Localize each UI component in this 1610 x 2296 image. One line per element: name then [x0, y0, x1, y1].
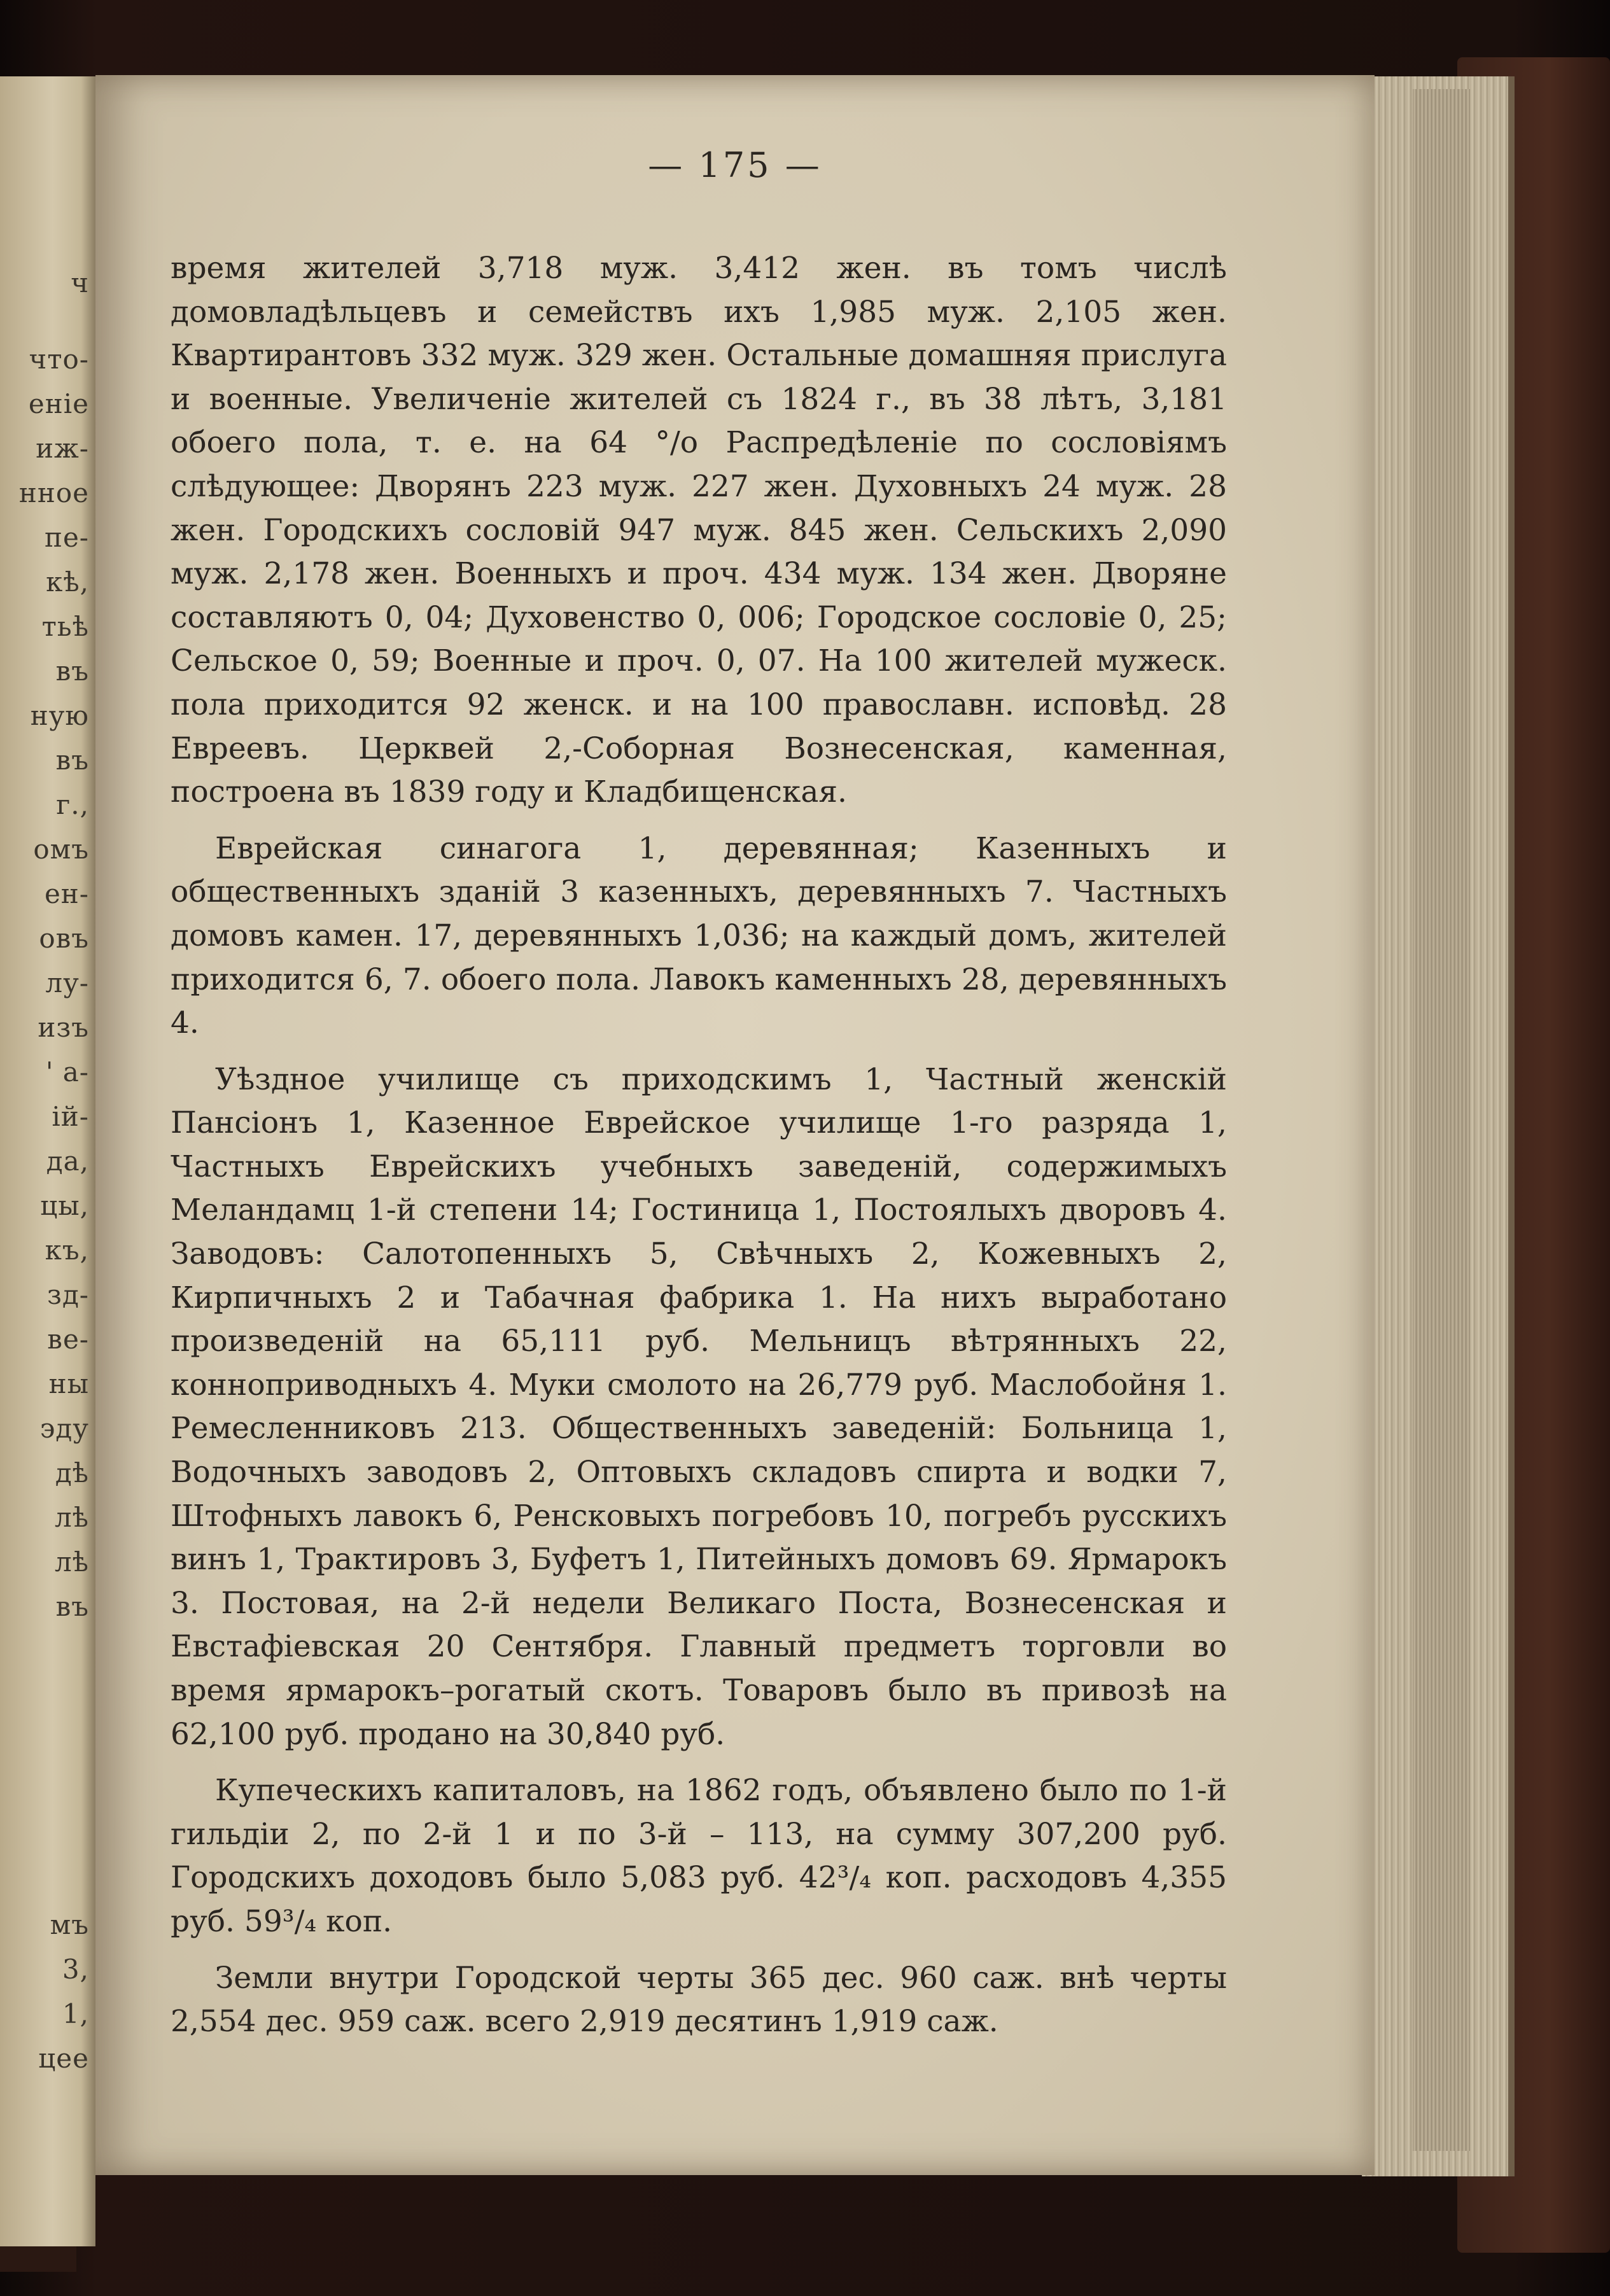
- left-page-fragment: цее: [38, 2043, 89, 2074]
- left-page-fragment: ную: [30, 700, 89, 731]
- left-page-fragment: пе-: [44, 522, 89, 553]
- left-page-fragment: лѣ: [54, 1502, 89, 1533]
- left-page-fragment: ен-: [44, 878, 89, 909]
- left-page-fragment: въ: [55, 655, 89, 687]
- left-page-fragment: ве-: [47, 1324, 89, 1355]
- left-page-fragment: г.,: [56, 789, 89, 820]
- paragraph: Уѣздное училище съ приходскимъ 1, Частный женскій Пансіонъ 1, Казенное Еврейское училище 1-го разряда 1, Частныхъ Еврейскихъ учебныхъ заведеній, содержимыхъ Меландамц 1-й степени 14; Гостиница 1, Постоялыхъ дворовъ 4. Заводовъ: Салотопенныхъ 5, Свѣчныхъ 2, Кожевныхъ 2, Кирпичныхъ 2 и Табачная фабрика 1. На нихъ выработано произведеній на 65,111 руб. Мельницъ вѣтрянныхъ 22, конноприводныхъ 4. Муки смолото на 26,779 руб. Маслобойня 1. Ремесленниковъ 213. Общественныхъ заведеній: Больница 1, Водочныхъ заводовъ 2, Оптовыхъ складовъ спирта и водки 7, Штофныхъ лавокъ 6, Ренсковыхъ погребовъ 10, погребъ русскихъ винъ 1, Трактировъ 3, Буфетъ 1, Питейныхъ домовъ 69. Ярмарокъ 3. Постовая, на 2-й недели Великаго Поста, Вознесенская и Евстафіевская 20 Сентября. Главный предметъ торговли во время ярмарокъ–рогатый скотъ. Товаровъ было въ привозѣ на 62,100 руб. продано на 30,840 руб.: [171, 1061, 1227, 1752]
- left-page-fragment: ны: [48, 1368, 89, 1399]
- paragraph: время жителей 3,718 муж. 3,412 жен. въ томъ числѣ домовладѣльцевъ и семействъ ихъ 1,985 муж. 2,105 жен. Квартирантовъ 332 муж. 329 жен. Остальные домашняя прислуга и военные. Увеличеніе жителей съ 1824 г., въ 38 лѣтъ, 3,181 обоего пола, т. е. на 64 °/о Распредѣленіе по сословіямъ слѣдующее: Дворянъ 223 муж. 227 жен. Духовныхъ 24 муж. 28 жен. Городскихъ сословій 947 муж. 845 жен. Сельскихъ 2,090 муж. 2,178 жен. Военныхъ и проч. 434 муж. 134 жен. Дворяне составляютъ 0, 04; Духовенство 0, 006; Городское сословіе 0, 25; Сельское 0, 59; Военные и проч. 0, 07. На 100 жителей мужеск. пола приходится 92 женск. и на 100 православн. исповѣд. 28 Евреевъ. Церквей 2,-Соборная Вознесенская, каменная, построена въ 1839 году и Кладбищенская.: [171, 251, 1227, 810]
- page-block-edge-inner: [1413, 89, 1470, 2151]
- left-page-fragment: изъ: [38, 1012, 89, 1043]
- left-page-fragment: лу-: [45, 967, 89, 998]
- paragraph: Земли внутри Городской черты 365 дес. 960 саж. внѣ черты 2,554 дес. 959 саж. всего 2,919 десятинъ 1,919 саж.: [171, 1960, 1227, 2040]
- left-page-fragment: дѣ: [55, 1457, 89, 1488]
- left-page-fragment: кѣ,: [46, 566, 89, 598]
- page-number: — 175 —: [648, 145, 822, 185]
- left-page-fragment: ' а-: [45, 1056, 89, 1088]
- left-page-fragment: иж-: [36, 433, 89, 464]
- left-page-fragment: въ: [55, 1591, 89, 1622]
- left-page-fragment: овъ: [39, 923, 89, 954]
- left-page-fragment: 1,: [62, 1998, 89, 2029]
- left-page-fragment: ій-: [52, 1101, 89, 1132]
- left-page-fragment: эду: [39, 1413, 89, 1444]
- left-page-fragment: цы,: [40, 1190, 89, 1221]
- left-page-fragment: зд-: [47, 1279, 89, 1310]
- left-page-fragment: еніе: [28, 388, 89, 419]
- left-page-fragment: да,: [46, 1145, 89, 1177]
- previous-page-edge: [0, 76, 95, 2246]
- left-page-fragment: въ: [55, 745, 89, 776]
- left-page-fragment: тьѣ: [41, 611, 89, 642]
- left-page-fragment: омъ: [33, 834, 89, 865]
- paragraph: Еврейская синагога 1, деревянная; Казенныхъ и общественныхъ зданій 3 казенныхъ, деревянныхъ 7. Частныхъ домовъ камен. 17, деревянныхъ 1,036; на каждый домъ, жителей приходится 6, 7. обоего пола. Лавокъ каменныхъ 28, деревянныхъ 4.: [171, 830, 1227, 1041]
- left-page-fragment: нное: [18, 477, 89, 508]
- paragraph: Купеческихъ капиталовъ, на 1862 годъ, объявлено было по 1-й гильдіи 2, по 2-й 1 и по 3-й – 113, на сумму 307,200 руб. Городскихъ доходовъ было 5,083 руб. 42³/₄ коп. расходовъ 4,355 руб. 59³/₄ коп.: [171, 1773, 1227, 1939]
- page-text: [171, 247, 1227, 2044]
- left-page-fragment: 3,: [62, 1954, 89, 1985]
- left-page-fragment: мъ: [50, 1909, 89, 1940]
- left-page-fragment: ч: [71, 267, 89, 298]
- book-page: [95, 75, 1375, 2175]
- left-page-fragment: лѣ: [54, 1546, 89, 1578]
- left-page-fragment: къ,: [45, 1235, 89, 1266]
- left-page-fragment: что-: [29, 344, 89, 375]
